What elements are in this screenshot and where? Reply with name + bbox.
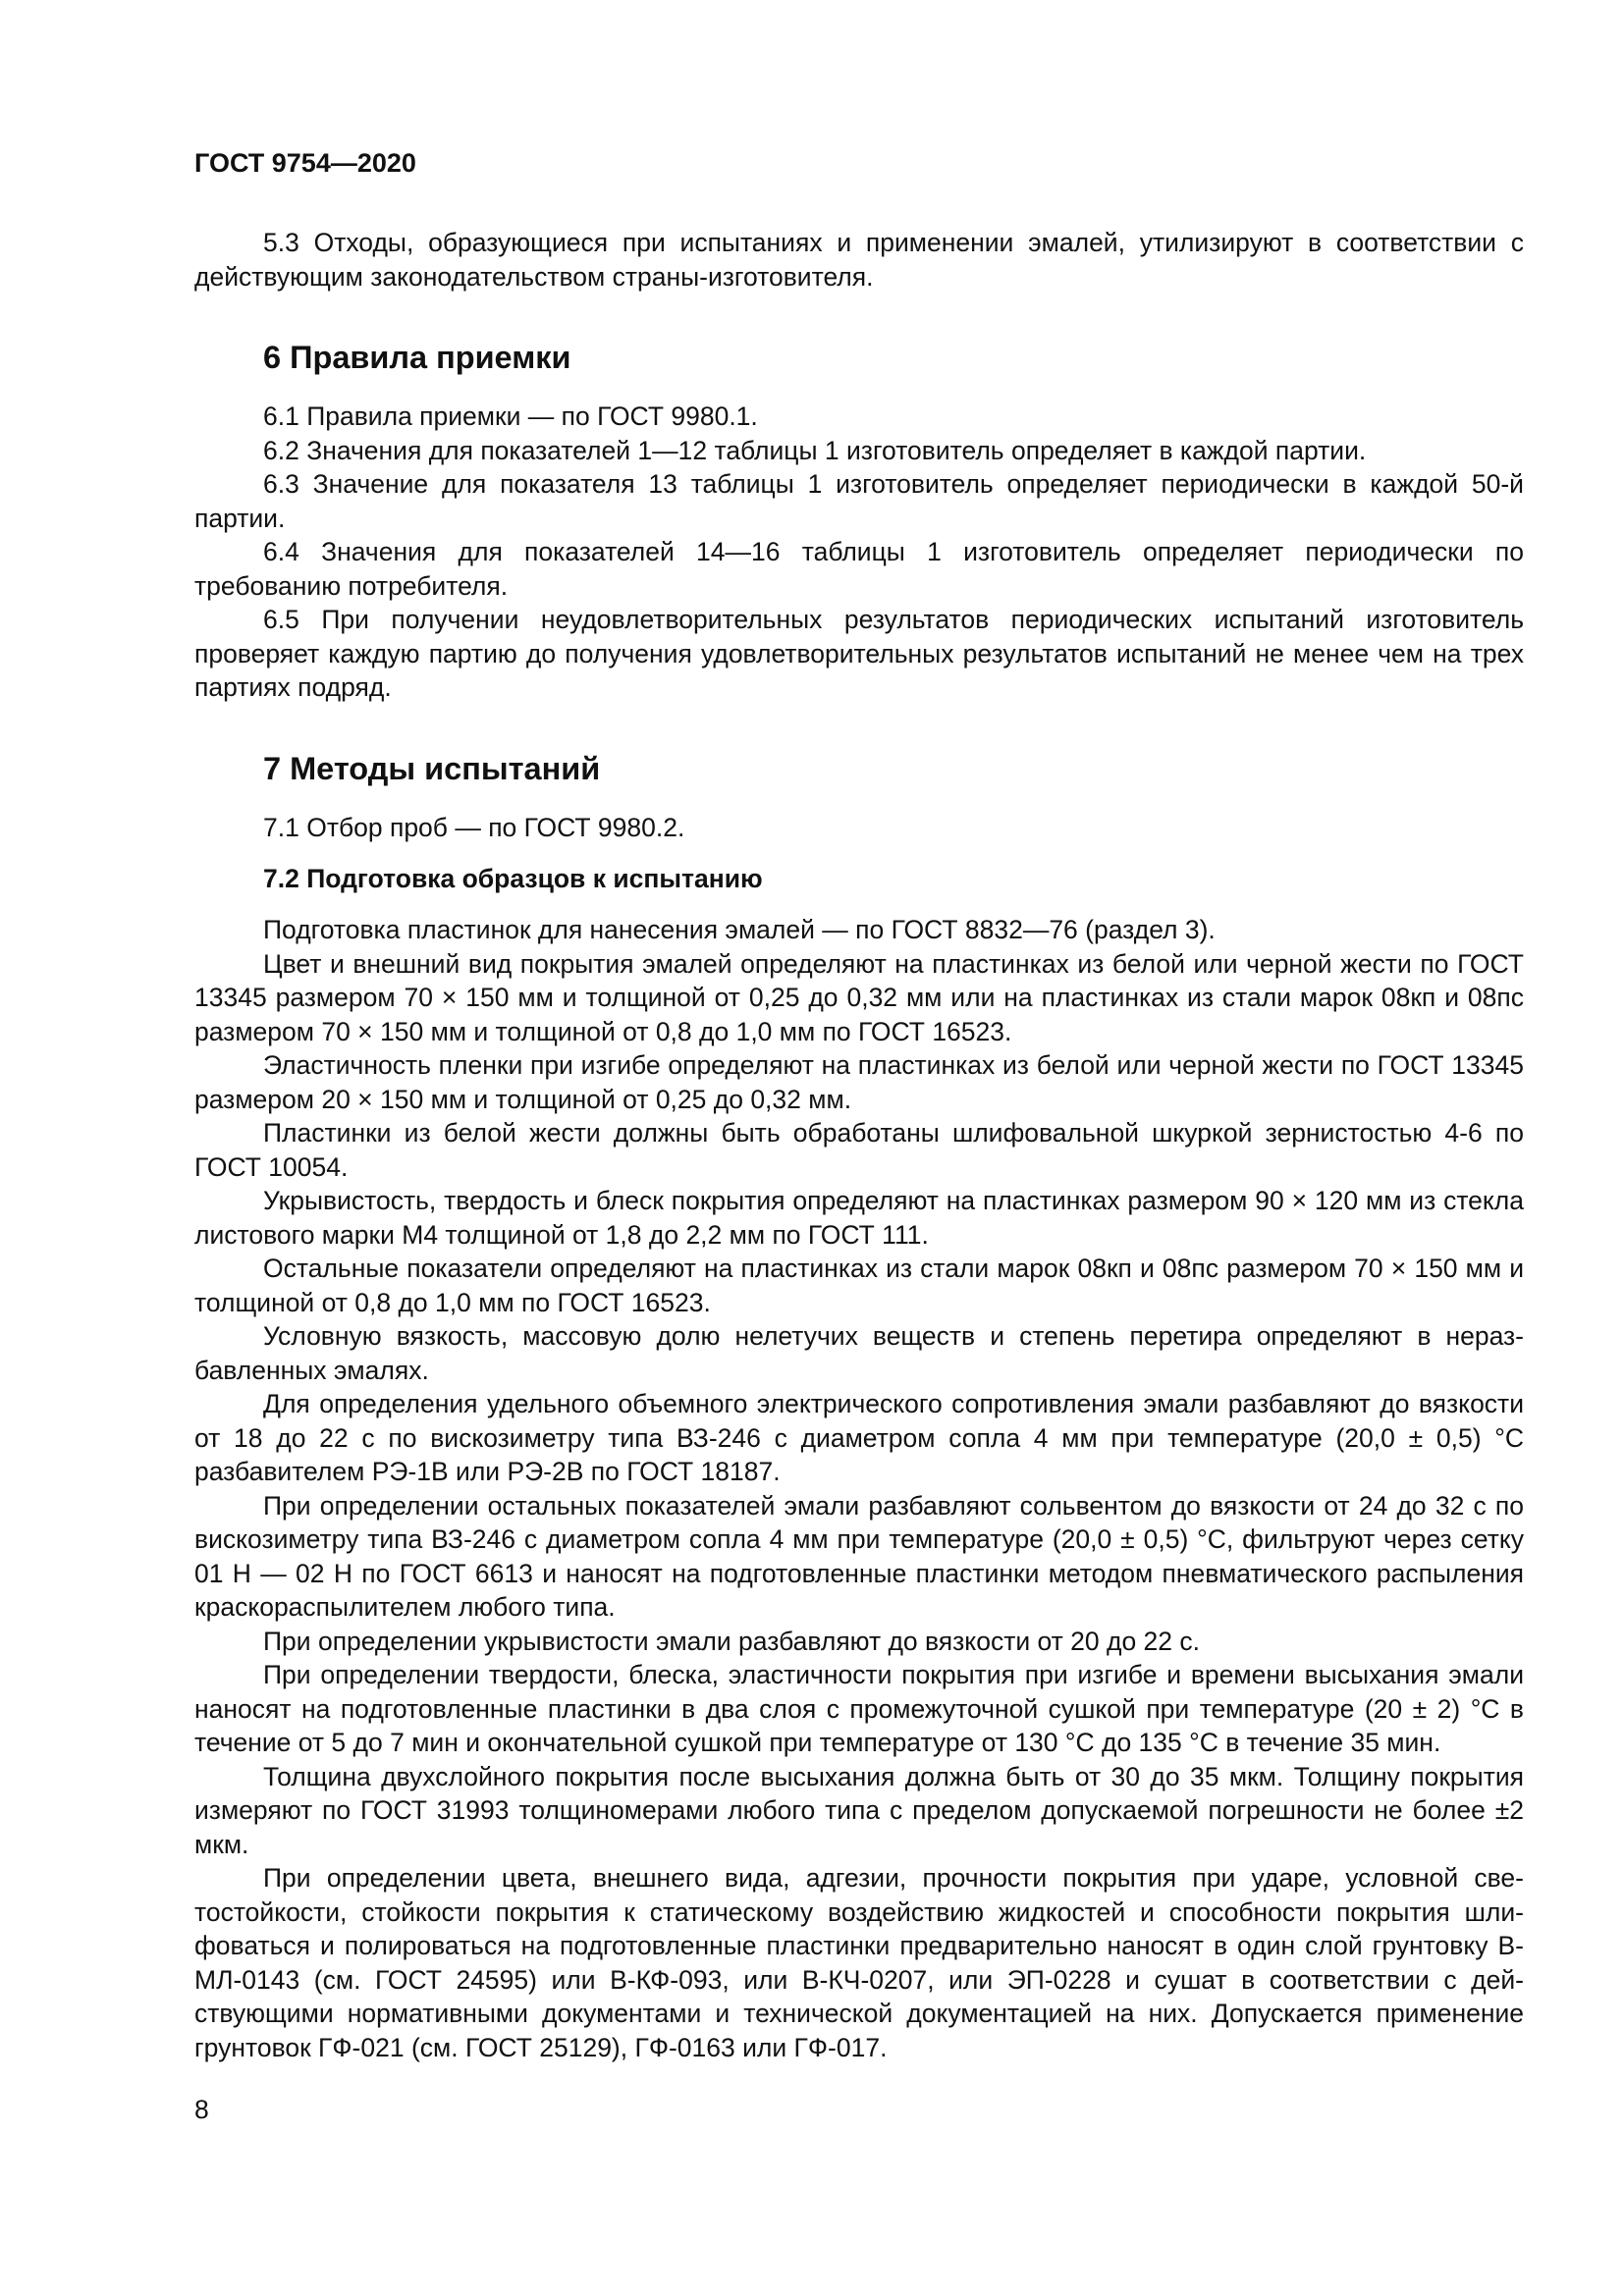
paragraph-7-2-two-layer-application: При определении твердости, блеска, эластичности покрытия при изгибе и времени высыхания эмали наносят на подготовленные пластинки в два слоя с промежуточной сушкой при температуре (20 ± 2) °С в течение от 5 до 7 мин и окончательной сушкой при температуре от 130 °С до 135 °С в течение 35 мин.: [194, 1660, 1524, 1757]
paragraph-6-3: 6.3 Значение для показателя 13 таблицы 1 изготовитель определяет периодически в каждой 50-й партии.: [194, 469, 1524, 533]
paragraph-7-1: 7.1 Отбор проб — по ГОСТ 9980.2.: [263, 812, 685, 842]
section-6-heading: 6 Правила приемки: [263, 340, 571, 375]
paragraph-6-5: 6.5 При получении неудовлетворительных результатов периодических испытаний изготовитель проверяет каждую партию до получения удовлетворительных результатов испытаний не менее чем на трех партиях подряд.: [194, 605, 1524, 702]
paragraph-5-3: 5.3 Отходы, образующиеся при испытаниях и применении эмалей, утилизируют в соответствии с действующим законодательством страны-изготовителя.: [194, 228, 1524, 292]
paragraph-7-2-hiding-hardness-gloss: Укрывистость, твердость и блеск покрытия определяют на пластинках размером 90 × 120 мм из стекла листового марки М4 толщиной от 1,8 до 2,2 мм по ГОСТ 111.: [194, 1186, 1524, 1250]
paragraph-6-4: 6.4 Значения для показателей 14—16 таблицы 1 изготовитель определяет периодически по требованию потребителя.: [194, 537, 1524, 601]
paragraph-6-1: 6.1 Правила приемки — по ГОСТ 9980.1.: [263, 401, 758, 431]
paragraph-7-2-film-elasticity: Эластичность пленки при изгибе определяют на пластинках из белой или черной жести по ГОСТ 13345 размером 20 × 150 мм и толщиной от 0,25 до 0,32 мм.: [194, 1050, 1524, 1114]
paragraph-7-2-solvent-dilution: При определении остальных показателей эмали разбавляют сольвентом до вязкости от 24 до 32 с по вискозиметру типа ВЗ-246 с диаметром сопла 4 мм при температуре (20,0 ± 0,5) °С, фильтруют через сетку 01 Н — 02 Н по ГОСТ 6613 и наносят на подготовленные пластинки методом пневматического распыления краскораспылителем любого типа.: [194, 1490, 1524, 1622]
paragraph-7-2-plate-preparation: Подготовка пластинок для нанесения эмалей — по ГОСТ 8832—76 (раздел 3).: [263, 915, 1216, 944]
subsection-7-2-heading: 7.2 Подготовка образцов к испытанию: [263, 864, 763, 893]
paragraph-7-2-color-appearance: Цвет и внешний вид покрытия эмалей определяют на пластинках из белой или черной жести по ГОСТ 13345 размером 70 × 150 мм и толщиной от 0,25 до 0,32 мм или на пластинках из стали марок 08кп и 08пс размером 70 × 150 мм и толщиной от 0,8 до 1,0 мм по ГОСТ 16523.: [194, 948, 1524, 1046]
paragraph-7-2-hiding-dilution: При определении укрывистости эмали разбавляют до вязкости от 20 до 22 с.: [263, 1626, 1200, 1656]
page-number: 8: [194, 2095, 209, 2124]
paragraph-7-2-tin-plates: Пластинки из белой жести должны быть обработаны шлифовальной шкуркой зернистостью 4-6 по ГОСТ 10054.: [194, 1118, 1524, 1182]
paragraph-7-2-other-indicators: Остальные показатели определяют на пластинках из стали марок 08кп и 08пс размером 70 × 150 мм и толщиной от 0,8 до 1,0 мм по ГОСТ 16523.: [194, 1254, 1524, 1317]
paragraph-7-2-coating-thickness: Толщина двухслойного покрытия после высыхания должна быть от 30 до 35 мкм. Толщину покрытия измеряют по ГОСТ 31993 толщиномерами любого типа с пределом допускаемой погрешности не более ±2 мкм.: [194, 1761, 1524, 1859]
paragraph-7-2-resistivity-dilution: Для определения удельного объемного электрического сопротивления эмали разбавляют до вязкости от 18 до 22 с по вискозиметру типа ВЗ-246 с диаметром сопла 4 мм при температуре (20,0 ± 0,5) °С разбавителем РЭ-1В или РЭ-2В по ГОСТ 18187.: [194, 1389, 1524, 1486]
paragraph-7-2-primer-application: При определении цвета, внешнего вида, адгезии, прочности покрытия при ударе, условной светостойкости, стойкости покрытия к статическому воздействию жидкостей и способности покрытия шлифоваться и полироваться на подготовленные пластинки предварительно наносят в один слой грунтовку В-МЛ-0143 (см. ГОСТ 24595) или В-КФ-093, или В-КЧ-0207, или ЭП-0228 и сушат в соответствии с действующими нормативными документами и технической документацией на них. Допускается применение грунтовок ГФ-021 (см. ГОСТ 25129), ГФ-0163 или ГФ-017.: [194, 1863, 1524, 2062]
section-7-heading: 7 Методы испытаний: [263, 750, 601, 786]
running-header: ГОСТ 9754—2020: [194, 148, 416, 178]
paragraph-7-2-undiluted-enamels: Условную вязкость, массовую долю нелетучих веществ и степень перетира определяют в неразбавленных эмалях.: [194, 1321, 1524, 1385]
document-page: [194, 145, 1524, 2064]
paragraph-6-2: 6.2 Значения для показателей 1—12 таблицы 1 изготовитель определяет в каждой партии.: [263, 435, 1367, 465]
